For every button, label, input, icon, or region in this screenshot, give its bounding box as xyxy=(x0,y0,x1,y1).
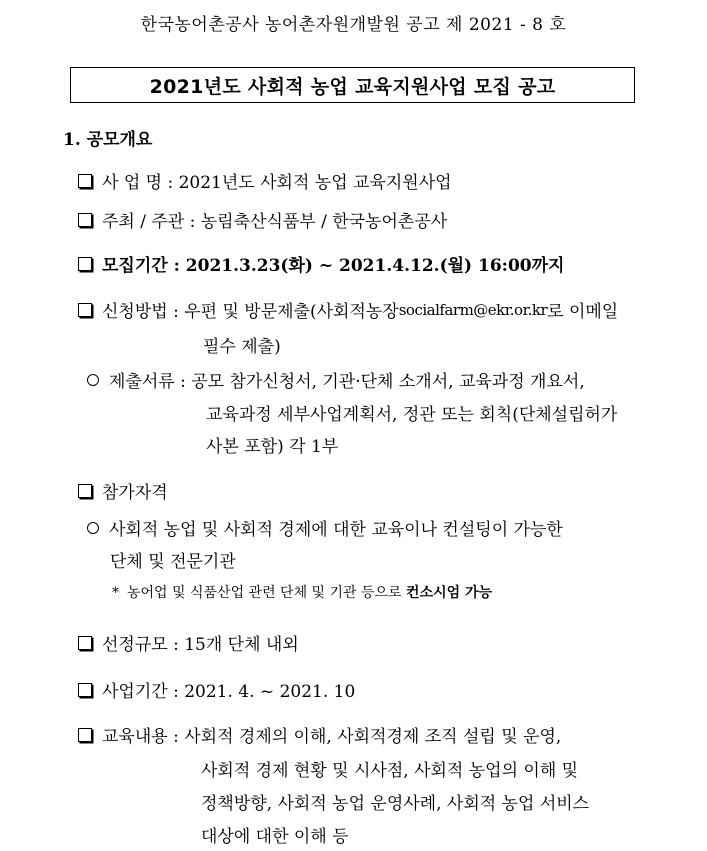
checkbox-square-icon xyxy=(78,636,92,650)
section-heading: 1. 공모개요 xyxy=(63,130,153,150)
circle-bullet-icon xyxy=(87,522,99,534)
item-eligibility-detail xyxy=(87,515,563,540)
announcement-number: 한국농어촌공사 농어촌자원개발원 공고 제 2021 - 8 호 xyxy=(140,15,567,35)
item-business-name xyxy=(78,168,452,193)
circle-bullet-icon xyxy=(87,374,99,386)
eligibility-note xyxy=(112,582,492,602)
note-text: 농어업 및 식품산업 관련 단체 및 기관 등으로 xyxy=(127,585,407,601)
item-business-period xyxy=(78,677,355,702)
scale-text: 선정규모 : 15개 단체 내외 xyxy=(102,635,299,655)
business-name-text: 사 업 명 : 2021년도 사회적 농업 교육지원사업 xyxy=(102,173,452,193)
item-education-content xyxy=(78,722,561,747)
item-organizer xyxy=(78,207,447,232)
note-star: * xyxy=(112,585,119,601)
checkbox-square-icon xyxy=(78,484,92,498)
item-apply-method xyxy=(78,297,618,322)
item-documents xyxy=(87,367,585,392)
checkbox-square-icon xyxy=(78,257,92,271)
email-link[interactable]: socialfarm@ekr.or.kr xyxy=(398,300,548,319)
docs-line3: 사본 포함) 각 1부 xyxy=(206,437,339,457)
docs-line2: 교육과정 세부사업계획서, 정관 또는 회칙(단체설립허가 xyxy=(206,405,618,425)
elig-line1: 사회적 농업 및 사회적 경제에 대한 교육이나 컨설팅이 가능한 xyxy=(109,520,563,540)
edu-line3: 정책방향, 사회적 농업 운영사례, 사회적 농업 서비스 xyxy=(201,794,590,814)
period-text: 모집기간 : 2021.3.23(화) ~ 2021.4.12.(월) 16:00까지 xyxy=(102,256,565,276)
checkbox-square-icon xyxy=(78,213,92,227)
edu-line2: 사회적 경제 현황 및 시사점, 사회적 농업의 이해 및 xyxy=(201,761,579,781)
item-eligibility xyxy=(78,478,168,503)
note-bold-text: 컨소시엄 가능 xyxy=(406,585,493,601)
item-scale xyxy=(78,630,299,655)
checkbox-square-icon xyxy=(78,303,92,317)
eligibility-text: 참가자격 xyxy=(102,483,168,503)
biz-period-text: 사업기간 : 2021. 4. ~ 2021. 10 xyxy=(102,682,356,702)
checkbox-square-icon xyxy=(78,174,92,188)
docs-line1: 제출서류 : 공모 참가신청서, 기관·단체 소개서, 교육과정 개요서, xyxy=(109,372,585,392)
apply-prefix-text: 신청방법 : 우편 및 방문제출(사회적농장 xyxy=(102,302,399,322)
checkbox-square-icon xyxy=(78,728,92,742)
checkbox-square-icon xyxy=(78,683,92,697)
apply-suffix-text: 로 이메일 xyxy=(547,302,619,322)
edu-line1: 교육내용 : 사회적 경제의 이해, 사회적경제 조직 설립 및 운영, xyxy=(102,727,562,747)
item-period xyxy=(78,251,564,276)
organizer-text: 주최 / 주관 : 농림축산식품부 / 한국농어촌공사 xyxy=(102,212,448,232)
edu-line4: 대상에 대한 이해 등 xyxy=(201,827,349,847)
title-box xyxy=(70,67,635,103)
apply-line2: 필수 제출) xyxy=(203,337,281,357)
page-title: 2021년도 사회적 농업 교육지원사업 모집 공고 xyxy=(149,75,556,98)
elig-line2: 단체 및 전문기관 xyxy=(110,552,236,572)
